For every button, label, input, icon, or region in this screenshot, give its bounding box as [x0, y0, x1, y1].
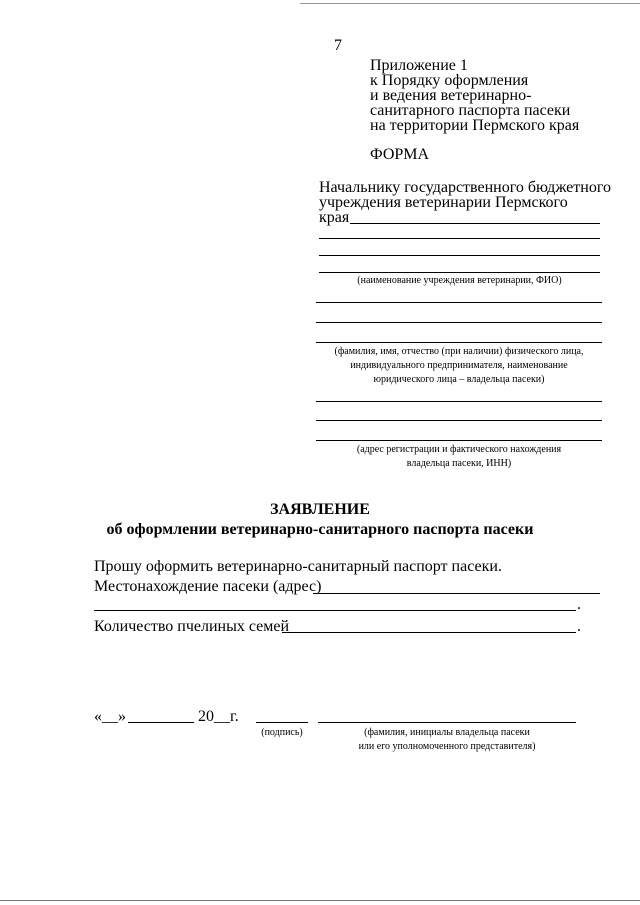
fill-line[interactable] — [316, 440, 602, 441]
name-caption: или его уполномоченного представителя) — [358, 741, 536, 752]
scan-edge-top — [300, 3, 640, 4]
caption-address: владельца пасеки, ИНН) — [406, 458, 512, 469]
appendix-line: на территории Пермского края — [370, 117, 580, 134]
caption-owner: юридического лица – владельца пасеки) — [373, 374, 545, 385]
fill-line[interactable] — [319, 238, 600, 239]
caption-owner: (фамилия, имя, отчество (при наличии) физического лица, — [334, 346, 584, 357]
location-field-2[interactable] — [94, 610, 576, 611]
fill-line[interactable] — [316, 420, 602, 421]
fill-line[interactable] — [319, 272, 600, 273]
appendix-line: и ведения ветеринарно- — [370, 87, 532, 104]
location-field[interactable] — [313, 593, 600, 594]
caption-institution: (наименование учреждения ветеринарии, ФИО) — [357, 275, 562, 286]
fill-line[interactable] — [350, 223, 600, 224]
location-label: Местонахождение пасеки (адрес) — [94, 578, 322, 595]
date-day: «__» — [94, 708, 126, 725]
appendix-line: санитарного паспорта пасеки — [370, 102, 571, 119]
document-title: ЗАЯВЛЕНИЕ — [270, 501, 370, 518]
appendix-line: Приложение 1 — [370, 57, 468, 74]
scan-edge-bottom — [0, 900, 640, 901]
form-label: ФОРМА — [370, 146, 430, 163]
colonies-label: Количество пчелиных семей — [94, 618, 290, 635]
addressee-line: учреждения ветеринарии Пермского — [319, 194, 568, 211]
page-number: 7 — [334, 37, 342, 54]
colonies-period: . — [577, 618, 581, 635]
addressee-line: Начальнику государственного бюджетного — [319, 179, 611, 196]
signature-field[interactable] — [256, 722, 308, 723]
appendix-line: к Порядку оформления — [370, 72, 529, 89]
name-field[interactable] — [318, 722, 576, 723]
fill-line[interactable] — [316, 302, 602, 303]
fill-line[interactable] — [316, 401, 602, 402]
fill-line[interactable] — [316, 322, 602, 323]
caption-owner: индивидуального предпринимателя, наименование — [350, 360, 568, 371]
fill-line[interactable] — [316, 342, 602, 343]
caption-address: (адрес регистрации и фактического нахождения — [356, 444, 562, 455]
fill-line[interactable] — [319, 255, 600, 256]
addressee-line: края — [319, 209, 350, 226]
name-caption: (фамилия, инициалы владельца пасеки — [364, 727, 530, 738]
colonies-field[interactable] — [282, 632, 576, 633]
date-year-suffix: г. — [230, 708, 239, 725]
signature-caption: (подпись) — [261, 727, 303, 738]
request-text: Прошу оформить ветеринарно-санитарный паспорт пасеки. — [94, 558, 502, 575]
date-month-field[interactable] — [128, 722, 194, 723]
location-period: . — [577, 596, 581, 613]
document-subtitle: об оформлении ветеринарно-санитарного паспорта пасеки — [106, 521, 534, 538]
date-year: 20__ — [198, 708, 230, 725]
